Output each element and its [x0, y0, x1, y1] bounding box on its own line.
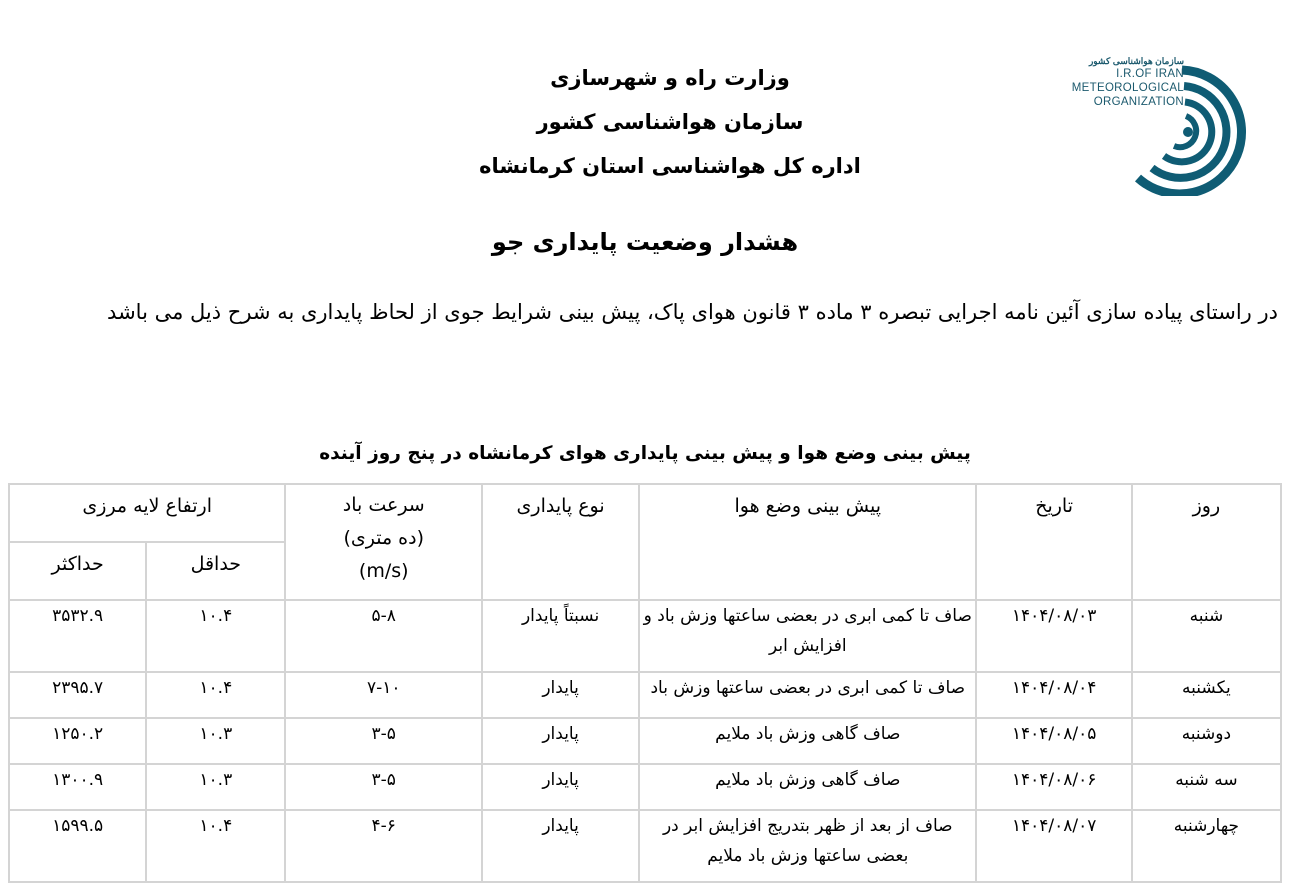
cell-day: شنبه — [1132, 600, 1281, 672]
cell-wind: ۷-۱۰ — [285, 672, 482, 718]
cell-min: ۱۰.۴ — [146, 810, 285, 882]
header-weather: پیش بینی وضع هوا — [639, 484, 976, 600]
logo-line-3: ORGANIZATION — [1093, 96, 1184, 108]
cell-stability: پایدار — [482, 764, 639, 810]
header-min: حداقل — [146, 542, 285, 600]
cell-day: دوشنبه — [1132, 718, 1281, 764]
cell-wind: ۵-۸ — [285, 600, 482, 672]
cell-wind: ۴-۶ — [285, 810, 482, 882]
logo-text — [1072, 56, 1184, 109]
cell-day: یکشنبه — [1132, 672, 1281, 718]
table-row — [9, 718, 1281, 764]
logo-line-2: METEOROLOGICAL — [1071, 82, 1184, 94]
header-wind-line-2: (ده متری) — [343, 527, 425, 549]
document-header — [400, 56, 940, 188]
cell-date: ۱۴۰۴/۰۸/۰۴ — [976, 672, 1131, 718]
organization-name: سازمان هواشناسی کشور — [536, 110, 804, 134]
cell-stability: نسبتاً پایدار — [482, 600, 639, 672]
cell-weather: صاف گاهی وزش باد ملایم — [639, 718, 976, 764]
ministry-name: وزارت راه و شهرسازی — [550, 66, 790, 90]
header-max: حداکثر — [9, 542, 146, 600]
cell-stability: پایدار — [482, 718, 639, 764]
cell-day: سه شنبه — [1132, 764, 1281, 810]
department-name: اداره کل هواشناسی استان کرمانشاه — [479, 154, 861, 178]
cell-date: ۱۴۰۴/۰۸/۰۶ — [976, 764, 1131, 810]
cell-max: ۱۳۰۰.۹ — [9, 764, 146, 810]
header-stability: نوع پایداری — [482, 484, 639, 600]
cell-weather: صاف از بعد از ظهر بتدریج افزایش ابر در بعضی ساعتها وزش باد ملایم — [639, 810, 976, 882]
cell-weather: صاف تا کمی ابری در بعضی ساعتها وزش باد و افزایش ابر — [639, 600, 976, 672]
header-wind-speed — [285, 484, 482, 600]
cell-weather: صاف تا کمی ابری در بعضی ساعتها وزش باد — [639, 672, 976, 718]
document-title: هشدار وضعیت پایداری جو — [491, 228, 799, 256]
header-wind-line-1: سرعت باد — [342, 494, 425, 516]
cell-max: ۱۵۹۹.۵ — [9, 810, 146, 882]
cell-min: ۱۰.۴ — [146, 672, 285, 718]
table-row — [9, 600, 1281, 672]
cell-date: ۱۴۰۴/۰۸/۰۵ — [976, 718, 1131, 764]
cell-wind: ۳-۵ — [285, 718, 482, 764]
table-row — [9, 764, 1281, 810]
cell-min: ۱۰.۴ — [146, 600, 285, 672]
logo-persian-name: سازمان هواشناسی کشور — [1088, 56, 1184, 66]
cell-max: ۱۲۵۰.۲ — [9, 718, 146, 764]
forecast-table — [8, 483, 1282, 883]
cell-max: ۲۳۹۵.۷ — [9, 672, 146, 718]
cell-stability: پایدار — [482, 672, 639, 718]
cell-date: ۱۴۰۴/۰۸/۰۳ — [976, 600, 1131, 672]
cell-wind: ۳-۵ — [285, 764, 482, 810]
cell-min: ۱۰.۳ — [146, 718, 285, 764]
cell-max: ۳۵۳۲.۹ — [9, 600, 146, 672]
table-row — [9, 672, 1281, 718]
table-caption: پیش بینی وضع هوا و پیش بینی پایداری هوای کرمانشاه در پنج روز آینده — [319, 443, 971, 464]
meteorological-organization-logo — [1064, 48, 1254, 196]
cell-stability: پایدار — [482, 810, 639, 882]
cell-day: چهارشنبه — [1132, 810, 1281, 882]
table-row — [9, 810, 1281, 882]
header-wind-line-3: (m/s) — [358, 560, 409, 582]
cell-date: ۱۴۰۴/۰۸/۰۷ — [976, 810, 1131, 882]
header-date: تاریخ — [976, 484, 1131, 600]
cell-weather: صاف گاهی وزش باد ملایم — [639, 764, 976, 810]
logo-line-1: I.R.OF IRAN — [1116, 68, 1184, 80]
cell-min: ۱۰.۳ — [146, 764, 285, 810]
intro-paragraph: در راستای پیاده سازی آئین نامه اجرایی تبصره ۳ ماده ۳ قانون هوای پاک، پیش بینی شرایط جوی از لحاظ پایداری به شرح ذیل می باشد — [107, 300, 1278, 324]
header-boundary-layer: ارتفاع لایه مرزی — [9, 484, 285, 542]
header-day: روز — [1132, 484, 1281, 600]
